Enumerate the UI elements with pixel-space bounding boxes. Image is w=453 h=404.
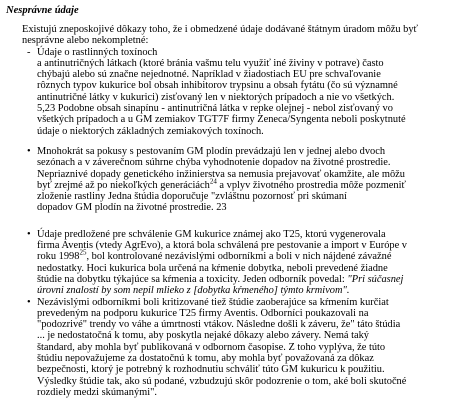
- list-item-text: Údaje o rastlinných toxínoch a antinutričných látkach (ktoré bránia vašmu telu využiť iné živiny v potrave) často chýbajú alebo sú značne nejednotné. Napríklad v žiadostiach EU pre schvaľovanie rôznych typov kukurice bol obsah inhibitorov trypsinu a obsah fytátu (čo sú významné antinutričné látky v kukurici) zisťovaný len v niektorých prípadoch a nie vo všetkých. 5,23 Podobne obsah sinapínu - antinutričná látka v repke olejnej - nebol zisťovaný vo všetkých prípadoch a u GM zemiakov TGT7F firmy Zeneca/Syngenta neboli poskytnuté údaje o niektorých základných zemiakových toxínoch.: [37, 46, 406, 137]
- dash-bullet: -: [27, 46, 31, 58]
- list-item: [4, 229, 443, 297]
- section-heading: Nesprávne údaje: [6, 5, 79, 16]
- list-item-text: Údaje predložené pre schválenie GM kukurice známej ako T25, ktorú vygenerovala firma Aventis (vtedy AgrEvo), a ktorá bola schválená pre pestovanie a import v Európe v roku 1998$^{25}$, bol kontrolované nezávislými odborníkmi a boli v nich nájdené závažné nedostatky. Hoci kukurica bola určená na kŕmenie dobytka, neboli prevedené žiadne štúdie na dobytku týkajúce sa kŕmenia a toxicity. Jeden odborník povedal: "Pri súčasnej úrovni znalostí by som nepil mlieko z [dobytka kŕmeného] týmto krmivom".: [37, 228, 408, 297]
- footnote-ref: 25: [79, 248, 87, 257]
- bullet-dot: •: [27, 296, 31, 308]
- list-item: [4, 297, 443, 399]
- bullet-dot: •: [27, 228, 31, 240]
- list-item-text: Mnohokrát sa pokusy s pestovaním GM plodín prevádzajú len v jednej alebo dvoch sezónach a v záverečnom súhrne chýba vyhodnotenie dopadov na životné prostredie. Nepriaznivé dopady genetického inžinierstva sa nemusia prejavovať okamžite, ale môžu byť zrejmé až po niekoľkých generáciách$^{24}$ a vplyv životného prostredia môže pozmeniť zloženie rastliny Jedna štúdia doporučuje "zvláštnu pozornosť pri skúmaní dopadov GM plodín na životné prostredie. 23: [37, 145, 406, 214]
- quote-italic: úrovni znalostí by som nepil mlieko z [dobytka kŕmeného] týmto krmivom".: [37, 285, 350, 297]
- list-item: [4, 146, 443, 214]
- quote-italic: "Pri súčasnej: [347, 273, 404, 285]
- issues-list: [4, 47, 443, 399]
- footnote-ref: 24: [209, 177, 217, 186]
- list-item-text: Nezávislými odborníkmi boli kritizované tiež štúdie zaoberajúce sa kŕmením kurčiat prevedeným na podporu kukurice T25 firmy Aventis. Odborníci poukazovali na "podozrivé" trendy vo váhe a úmrtnosti vtákov. Následne došli k záveru, že" táto štúdia ... je nedostatočná k tomu, aby poskytla nejaké dôkazy alebo závery. Nemá taký štandard, aby mohla byť publikovaná v odbornom časopise. Z toho vyplýva, že túto štúdiu nepovažujeme za dostatočnú k tomu, aby mohla byť považovaná za dôkaz bezpečnosti, ktorý je potrebný k rozhodnutiu schváliť túto GM kukuricu k použitiu. Výsledky štúdie tak, ako sú podané, vzbudzujú skôr podozrenie o tom, aké boli skutočné rozdiely medzi skúmanými".: [37, 296, 407, 398]
- intro-paragraph: Existujú zneposkojivé dôkazy toho, že i obmedzené údaje dodávané štátnym úradom môžu byť nesprávne alebo nekompletné:: [22, 24, 419, 47]
- list-item: [4, 47, 443, 137]
- bullet-dot: •: [27, 145, 31, 157]
